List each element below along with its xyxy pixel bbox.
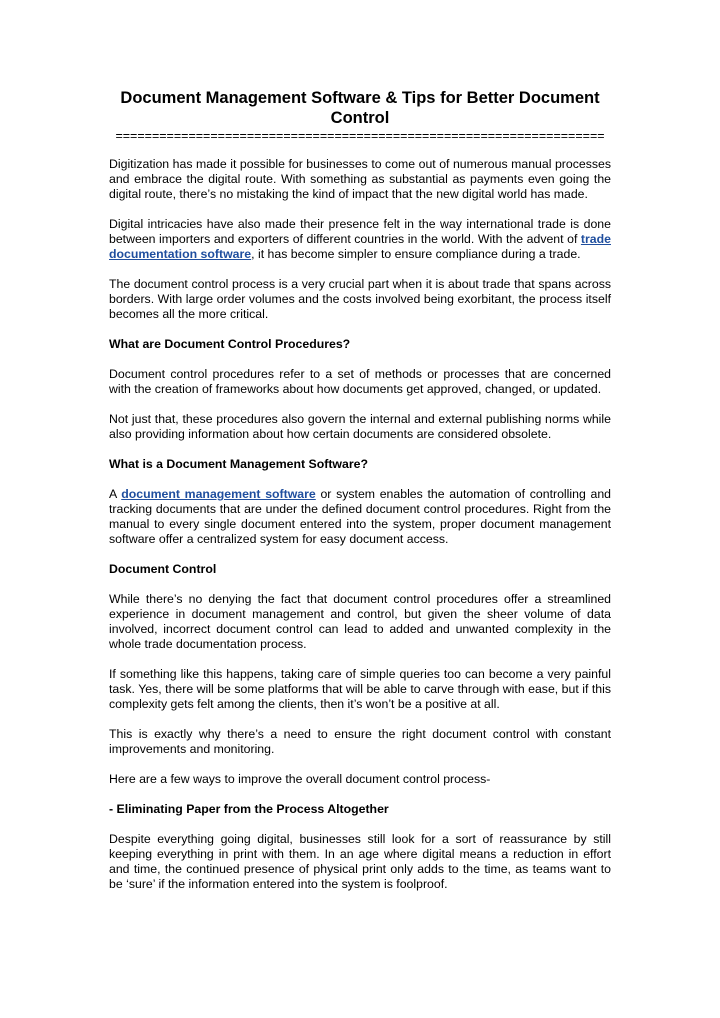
trade-documentation-software-link[interactable]: trade documentation software <box>109 232 611 261</box>
paragraph-intro: Digitization has made it possible for businesses to come out of numerous manual processes and embrace the digital route. With something as substantial as payments even going the digital route, there’s no mistaking the kind of impact that the new digital world has made. <box>109 157 611 201</box>
paragraph-trade-text-after: , it has become simpler to ensure compliance during a trade. <box>251 247 581 261</box>
paragraph-document-control-process: The document control process is a very crucial part when it is about trade that spans across borders. With large order volumes and the costs involved being exorbitant, the process itself becomes all the more critical. <box>109 277 611 321</box>
title-line-2: Control <box>330 109 390 127</box>
heading-document-control-procedures: What are Document Control Procedures? <box>109 337 351 351</box>
heading-document-management-software: What is a Document Management Software? <box>109 457 368 471</box>
paragraph-painful-task: If something like this happens, taking care of simple queries too can become a very painful task. Yes, there will be some platforms that will be able to carve through with ease, but if this complexity gets felt among the clients, then it’s won’t be a positive at all. <box>109 667 611 711</box>
paragraph-control-complexity: While there’s no denying the fact that document control procedures offer a streamlined experience in document management and control, but given the sheer volume of data involved, incorrect document control can lead to added and unwanted complexity in the whole trade documentation process. <box>109 592 611 651</box>
paragraph-dms <box>109 487 611 547</box>
paragraph-procedures-definition: Document control procedures refer to a set of methods or processes that are concerned with the creation of frameworks about how documents get approved, changed, or updated. <box>109 367 611 396</box>
paragraph-procedures-norms: Not just that, these procedures also govern the internal and external publishing norms while also providing information about how certain documents are considered obsolete. <box>109 412 611 441</box>
paragraph-dms-text-after: or system enables the automation of controlling and tracking documents that are under the defined document control procedures. Right from the manual to every single document entered into the system, proper document management software offer a centralized system for easy document access. <box>109 487 611 546</box>
heading-eliminating-paper: - Eliminating Paper from the Process Altogether <box>109 802 389 816</box>
document-title <box>109 88 611 128</box>
paragraph-eliminating-paper: Despite everything going digital, businesses still look for a sort of reassurance by still keeping everything in print with them. In an age where digital means a reduction in effort and time, the continued presence of physical print only adds to the time, as teams want to be ‘sure’ if the information entered into the system is foolproof. <box>109 832 611 891</box>
heading-document-control: Document Control <box>109 562 217 576</box>
paragraph-trade-text-before: Digital intricacies have also made their presence felt in the way international trade is done between importers and exporters of different countries in the world. With the advent of <box>109 217 611 246</box>
document-management-software-link[interactable]: document management software <box>121 487 316 501</box>
paragraph-trade <box>109 217 611 262</box>
paragraph-dms-text-before: A <box>109 487 122 501</box>
title-separator: =================================================================== <box>115 129 605 143</box>
paragraph-need-monitoring: This is exactly why there’s a need to ensure the right document control with constant improvements and monitoring. <box>109 727 611 756</box>
paragraph-ways-intro: Here are a few ways to improve the overall document control process- <box>109 772 491 786</box>
title-line-1: Document Management Software & Tips for Better Document <box>120 89 600 107</box>
